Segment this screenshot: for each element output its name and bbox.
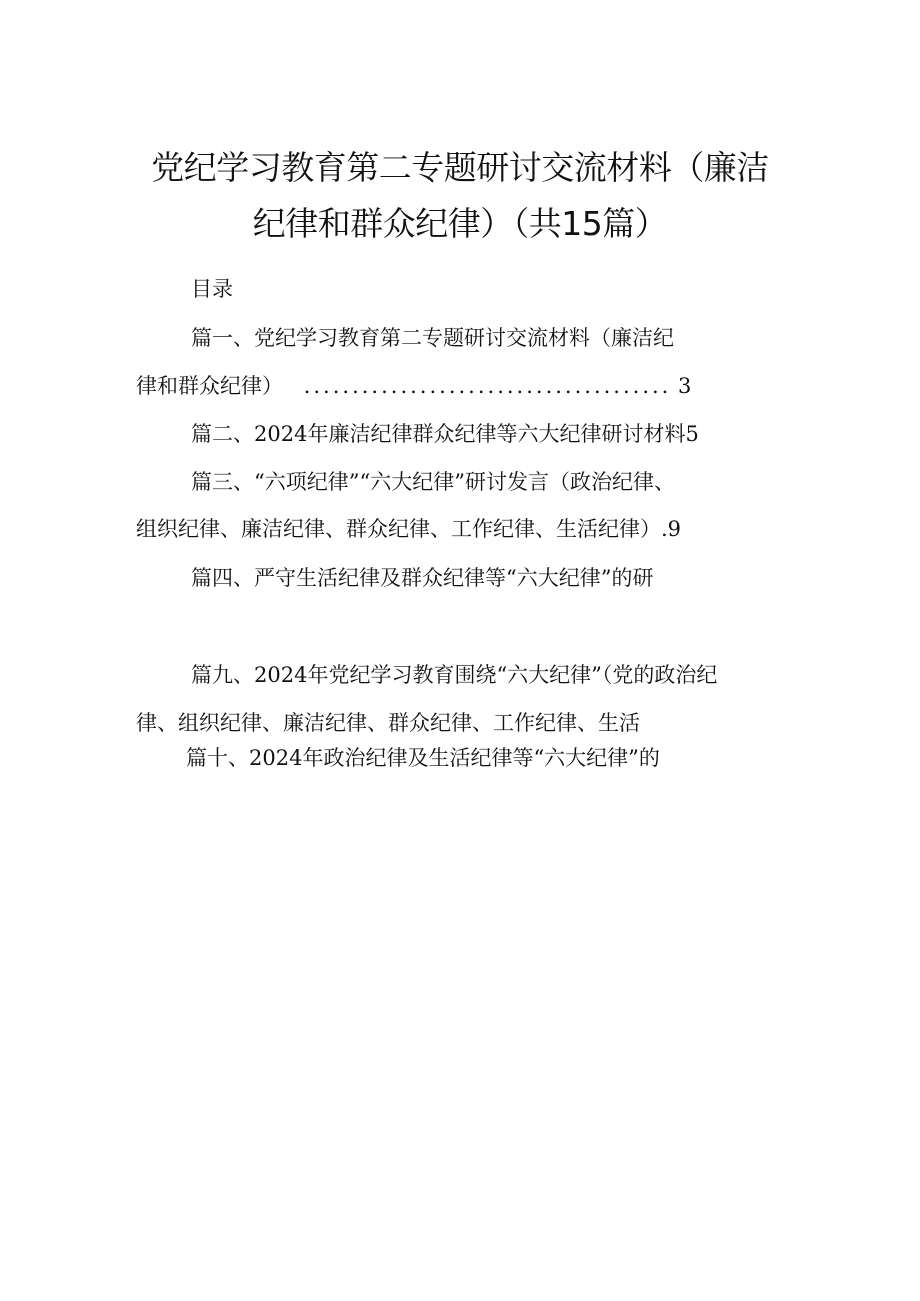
toc-entry-9-line-1[interactable]: 篇九、2024年党纪学习教育围绕“六大纪律”（党的政治纪 <box>191 663 718 687</box>
toc-entry-4-line-1[interactable]: 篇四、严守生活纪律及群众纪律等“六大纪律”的研 <box>191 566 654 590</box>
document-title-line-2: 纪律和群众纪律）（共15篇） <box>252 204 668 243</box>
toc-entry-1-line-1[interactable]: 篇一、党纪学习教育第二专题研讨交流材料（廉洁纪 <box>191 326 674 350</box>
toc-entry-9-line-2[interactable]: 律、组织纪律、廉洁纪律、群众纪律、工作纪律、生活 <box>136 711 640 735</box>
toc-entry-1-text: 律和群众纪律） <box>136 374 283 398</box>
toc-entry-1-leader: ...................................... <box>303 374 672 398</box>
toc-heading: 目录 <box>191 277 233 301</box>
toc-entry-1-page: 3 <box>678 374 692 398</box>
toc-entry-10-line-1[interactable]: 篇十、2024年政治纪律及生活纪律等“六大纪律”的 <box>186 746 660 770</box>
toc-entry-3-line-1[interactable]: 篇三、“六项纪律”“六大纪律”研讨发言（政治纪律、 <box>191 470 675 494</box>
toc-entry-2-line-1[interactable]: 篇二、2024年廉洁纪律群众纪律等六大纪律研讨材料5 <box>191 422 699 446</box>
toc-entry-3-line-2[interactable]: 组织纪律、廉洁纪律、群众纪律、工作纪律、生活纪律）.9 <box>136 517 682 541</box>
toc-entry-1-line-2[interactable] <box>136 372 766 400</box>
document-title-line-1: 党纪学习教育第二专题研讨交流材料（廉洁 <box>151 148 769 187</box>
